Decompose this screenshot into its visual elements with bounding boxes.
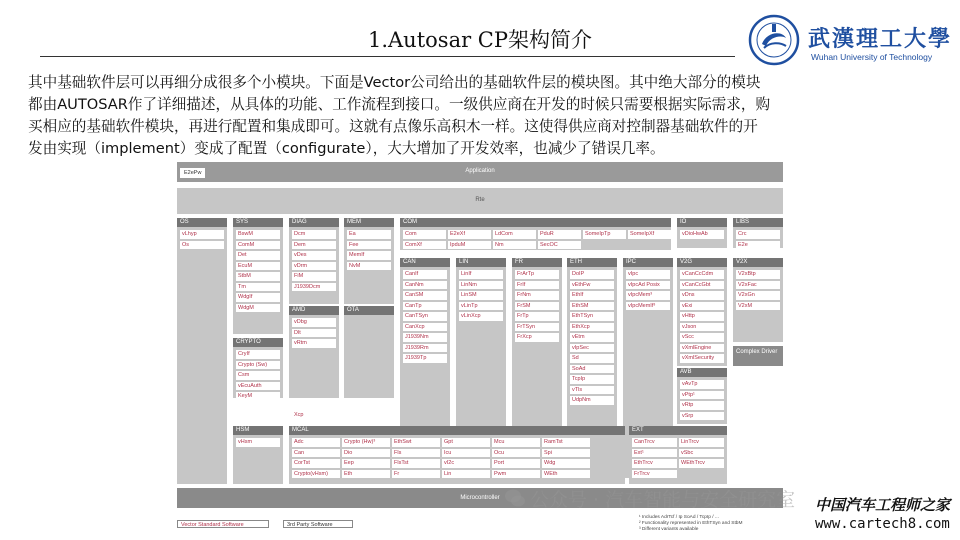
module-header: AVB bbox=[677, 368, 727, 377]
module-item: vDns bbox=[680, 291, 724, 300]
module-header: IO bbox=[677, 218, 727, 227]
module-libs bbox=[733, 218, 783, 248]
autosar-bsw-diagram bbox=[177, 162, 783, 535]
module-item: BswM bbox=[236, 230, 280, 239]
module-item: Icu bbox=[442, 449, 490, 458]
module-header: IPC bbox=[623, 258, 673, 267]
module-header: CAN bbox=[400, 258, 450, 267]
module-header: OS bbox=[177, 218, 227, 227]
module-com bbox=[400, 218, 671, 250]
module-item: FrTrcv bbox=[632, 470, 677, 479]
module-avb bbox=[677, 368, 727, 424]
module-mem bbox=[344, 218, 394, 304]
module-item: Ext¹ bbox=[632, 449, 677, 458]
footnote: ¹ Includes AdrTcf / Ip SoAd / TcpIp / ... bbox=[639, 515, 719, 520]
application-label: Application bbox=[465, 168, 495, 174]
module-item: FrSM bbox=[515, 302, 559, 311]
paragraph-line: 发由实现（implement）变成了配置（configurate），大大增加了开发效率，也减少了错误几率。 bbox=[28, 140, 665, 157]
module-item: J1939Dcm bbox=[292, 283, 336, 292]
module-item: Can bbox=[292, 449, 340, 458]
module-item: SoAd bbox=[570, 365, 614, 374]
title-divider bbox=[40, 56, 735, 57]
footnote: ² Functionality represented in EthTSyn and StbM bbox=[639, 521, 743, 526]
module-item: vDbg bbox=[292, 318, 336, 327]
module-mcal bbox=[289, 426, 625, 484]
module-item: KeyM bbox=[236, 392, 280, 401]
module-item: Eep bbox=[342, 459, 390, 468]
module-item: J1939Nm bbox=[403, 333, 447, 342]
module-item: Lin bbox=[442, 470, 490, 479]
module-header: COM bbox=[400, 218, 671, 227]
module-ota bbox=[344, 306, 394, 398]
university-name-cn: 武漢理工大學 bbox=[808, 26, 953, 52]
module-item: WEthTrcv bbox=[679, 459, 724, 468]
module-item: vSbc bbox=[679, 449, 724, 458]
module-item: vPtp¹ bbox=[680, 391, 724, 400]
module-item: Port bbox=[492, 459, 540, 468]
module-io bbox=[677, 218, 727, 248]
module-item: CanTp bbox=[403, 302, 447, 311]
wechat-watermark: 公众号 · 汽车智能与安全研究室 bbox=[530, 489, 796, 511]
module-item: CanXcp bbox=[403, 323, 447, 332]
module-diag bbox=[289, 218, 339, 304]
module-item: Com bbox=[403, 230, 446, 239]
module-item: vAvTp bbox=[680, 380, 724, 389]
module-item: vEthFw bbox=[570, 281, 614, 290]
module-item: Mcu bbox=[492, 438, 540, 447]
module-item: vTls bbox=[570, 386, 614, 395]
university-name-en: Wuhan University of Technology bbox=[811, 52, 933, 62]
module-item: vIpcMemIf³ bbox=[626, 302, 670, 311]
university-logo bbox=[748, 14, 958, 66]
module-item: ComM bbox=[236, 241, 280, 250]
module-item: FlsTst bbox=[392, 459, 440, 468]
module-item: Os bbox=[180, 241, 224, 250]
site-watermark-cn: 中国汽车工程师之家 bbox=[815, 496, 951, 514]
paragraph-line: 都由AUTOSAR作了详细描述，从具体的功能、工作流程到接口。一级供应商在开发的时候只需要根据实际需求，购 bbox=[28, 96, 771, 113]
module-item: Dem bbox=[292, 241, 336, 250]
module-item: vJson bbox=[680, 323, 724, 332]
module-item: vDioHwAb bbox=[680, 230, 724, 239]
module-item: V2xGn bbox=[736, 291, 780, 300]
module-item: CanTSyn bbox=[403, 312, 447, 321]
module-item: V2xM bbox=[736, 302, 780, 311]
module-item: vXmlSecurity bbox=[680, 354, 724, 363]
module-item: FrXcp bbox=[515, 333, 559, 342]
module-item: EthIf bbox=[570, 291, 614, 300]
body-paragraph bbox=[28, 72, 933, 160]
diagram-footnotes bbox=[639, 515, 779, 533]
module-item: vDes bbox=[292, 251, 336, 260]
module-item: LinTrcv bbox=[679, 438, 724, 447]
module-item: vCanCcCdm bbox=[680, 270, 724, 279]
module-item: Pwm bbox=[492, 470, 540, 479]
module-hsm bbox=[233, 426, 283, 484]
module-header: DIAG bbox=[289, 218, 339, 227]
microcontroller-label: Microcontroller bbox=[460, 495, 500, 501]
module-header: MEM bbox=[344, 218, 394, 227]
module-item: Dio bbox=[342, 449, 390, 458]
module-header: V2G bbox=[677, 258, 727, 267]
module-ext bbox=[629, 426, 727, 484]
module-item: LinIf bbox=[459, 270, 503, 279]
module-crypto bbox=[233, 338, 283, 398]
module-item: Nm bbox=[493, 241, 536, 250]
module-item: StbM bbox=[236, 272, 280, 281]
module-item: IpduM bbox=[448, 241, 491, 250]
module-item: SomeIpXf bbox=[628, 230, 671, 239]
legend-vector-software: Vector Standard Software bbox=[177, 520, 269, 528]
module-item: Fls bbox=[392, 449, 440, 458]
module-header: CRYPTO bbox=[233, 338, 283, 347]
module-item: vRtp bbox=[680, 401, 724, 410]
module-item: ComXf bbox=[403, 241, 446, 250]
module-item: vLinTp bbox=[459, 302, 503, 311]
module-header: ETH bbox=[567, 258, 617, 267]
module-item: FiM bbox=[292, 272, 336, 281]
module-item: Dcm bbox=[292, 230, 336, 239]
module-item: PduR bbox=[538, 230, 581, 239]
module-item: Crc bbox=[736, 230, 780, 239]
module-item: CanNm bbox=[403, 281, 447, 290]
module-header: LIN bbox=[456, 258, 506, 267]
module-item: Ocu bbox=[492, 449, 540, 458]
module-item: SomeIpTp bbox=[583, 230, 626, 239]
slide-title: 1.Autosar CP架构简介 bbox=[367, 28, 593, 52]
module-item: E2eXf bbox=[448, 230, 491, 239]
module-item: Crypto (Sw) bbox=[236, 361, 280, 370]
university-emblem-icon bbox=[748, 14, 800, 66]
module-item: FrArTp bbox=[515, 270, 559, 279]
module-sys bbox=[233, 218, 283, 334]
module-item: SecOC bbox=[538, 241, 581, 250]
module-item: Gpt bbox=[442, 438, 490, 447]
module-item: FrTp bbox=[515, 312, 559, 321]
module-amd bbox=[289, 306, 339, 398]
module-item: vSrp bbox=[680, 412, 724, 421]
module-header: OTA bbox=[344, 306, 394, 315]
module-item: MemIf bbox=[347, 251, 391, 260]
module-item: EcuM bbox=[236, 262, 280, 271]
module-item: EthSM bbox=[570, 302, 614, 311]
module-item: CorTst bbox=[292, 459, 340, 468]
module-item: LinNm bbox=[459, 281, 503, 290]
module-item: EthXcp bbox=[570, 323, 614, 332]
module-os bbox=[177, 218, 227, 484]
module-item: WdgIf bbox=[236, 293, 280, 302]
module-item: vScc bbox=[680, 333, 724, 342]
module-item: CanTrcv bbox=[632, 438, 677, 447]
module-item: vHttp bbox=[680, 312, 724, 321]
module-item: FrIf bbox=[515, 281, 559, 290]
module-item: EthTSyn bbox=[570, 312, 614, 321]
paragraph-line: 买相应的基础软件模块，再进行配置和集成即可。这就有点像乐高积木一样。这使得供应商对控制器基础软件的开 bbox=[28, 118, 758, 135]
module-item: Det bbox=[236, 251, 280, 260]
module-item: vExi bbox=[680, 302, 724, 311]
module-header: HSM bbox=[233, 426, 283, 435]
module-item: Crypto (Hw)³ bbox=[342, 438, 390, 447]
module-v2g bbox=[677, 258, 727, 366]
module-item: EthSwt bbox=[392, 438, 440, 447]
module-item: CanSM bbox=[403, 291, 447, 300]
module-item: TcpIp bbox=[570, 375, 614, 384]
module-item: vIpc bbox=[626, 270, 670, 279]
paragraph-line: 其中基础软件层可以再细分成很多个小模块。下面是Vector公司给出的基础软件层的模块图。其中绝大部分的模块 bbox=[28, 74, 761, 91]
module-item: Ea bbox=[347, 230, 391, 239]
module-item: CanIf bbox=[403, 270, 447, 279]
module-item: LdCom bbox=[493, 230, 536, 239]
module-item: vRtm bbox=[292, 339, 336, 348]
module-item: vI2c bbox=[442, 459, 490, 468]
module-item: DoIP bbox=[570, 270, 614, 279]
module-item: UdpNm bbox=[570, 396, 614, 405]
footnote: ³ Different variants available bbox=[639, 527, 699, 532]
module-item: vLhyp bbox=[180, 230, 224, 239]
module-header: V2X bbox=[733, 258, 783, 267]
rte-layer bbox=[177, 188, 783, 214]
module-item: LinSM bbox=[459, 291, 503, 300]
application-item: E2ePw bbox=[180, 168, 205, 178]
module-item: Fr bbox=[392, 470, 440, 479]
rte-label: Rte bbox=[475, 197, 485, 203]
module-header: EXT bbox=[629, 426, 727, 435]
legend-third-party-software: 3rd Party Software bbox=[283, 520, 353, 528]
module-item: NvM bbox=[347, 262, 391, 271]
module-item: V2xFac bbox=[736, 281, 780, 290]
module-item: Crypto(vHsm) bbox=[292, 470, 340, 479]
module-item: Spi bbox=[542, 449, 590, 458]
module-item: vEtm bbox=[570, 333, 614, 342]
module-item: J1939Rm bbox=[403, 344, 447, 353]
module-item: J1939Tp bbox=[403, 354, 447, 363]
module-item: Tm bbox=[236, 283, 280, 292]
module-item: Fee bbox=[347, 241, 391, 250]
module-item: Eth bbox=[342, 470, 390, 479]
module-item: vXmlEngine bbox=[680, 344, 724, 353]
module-item: vCanCcGbt bbox=[680, 281, 724, 290]
module-item: Sd bbox=[570, 354, 614, 363]
module-item: RamTst bbox=[542, 438, 590, 447]
module-item: WEth bbox=[542, 470, 590, 479]
module-header: AMD bbox=[289, 306, 339, 315]
module-item: WdgM bbox=[236, 304, 280, 313]
module-item-xcp: Xcp bbox=[292, 411, 336, 420]
module-item: E2e bbox=[736, 241, 780, 250]
module-item: FrNm bbox=[515, 291, 559, 300]
module-complex bbox=[733, 346, 783, 366]
module-item: vIpcAd Posix bbox=[626, 281, 670, 290]
module-item: vIpcMem³ bbox=[626, 291, 670, 300]
module-item: vDrm bbox=[292, 262, 336, 271]
module-item: Dlt bbox=[292, 329, 336, 338]
module-item: CryIf bbox=[236, 350, 280, 359]
module-item: Adc bbox=[292, 438, 340, 447]
module-item: vIpSec bbox=[570, 344, 614, 353]
module-item: EthTrcv bbox=[632, 459, 677, 468]
module-v2x bbox=[733, 258, 783, 342]
module-label: Complex Driver bbox=[736, 349, 778, 355]
module-item: Csm bbox=[236, 371, 280, 380]
module-header: FR bbox=[512, 258, 562, 267]
module-item: vLinXcp bbox=[459, 312, 503, 321]
module-header: MCAL bbox=[289, 426, 625, 435]
module-item: FrTSyn bbox=[515, 323, 559, 332]
application-layer bbox=[177, 162, 783, 182]
module-item: V2xBtp bbox=[736, 270, 780, 279]
module-header: LIBS bbox=[733, 218, 783, 227]
module-item: vEcuAuth bbox=[236, 382, 280, 391]
site-watermark-url: www.cartech8.com bbox=[815, 516, 950, 532]
wechat-icon bbox=[504, 487, 526, 509]
module-item: vHsm bbox=[236, 438, 280, 447]
module-header: SYS bbox=[233, 218, 283, 227]
module-item: Wdg bbox=[542, 459, 590, 468]
